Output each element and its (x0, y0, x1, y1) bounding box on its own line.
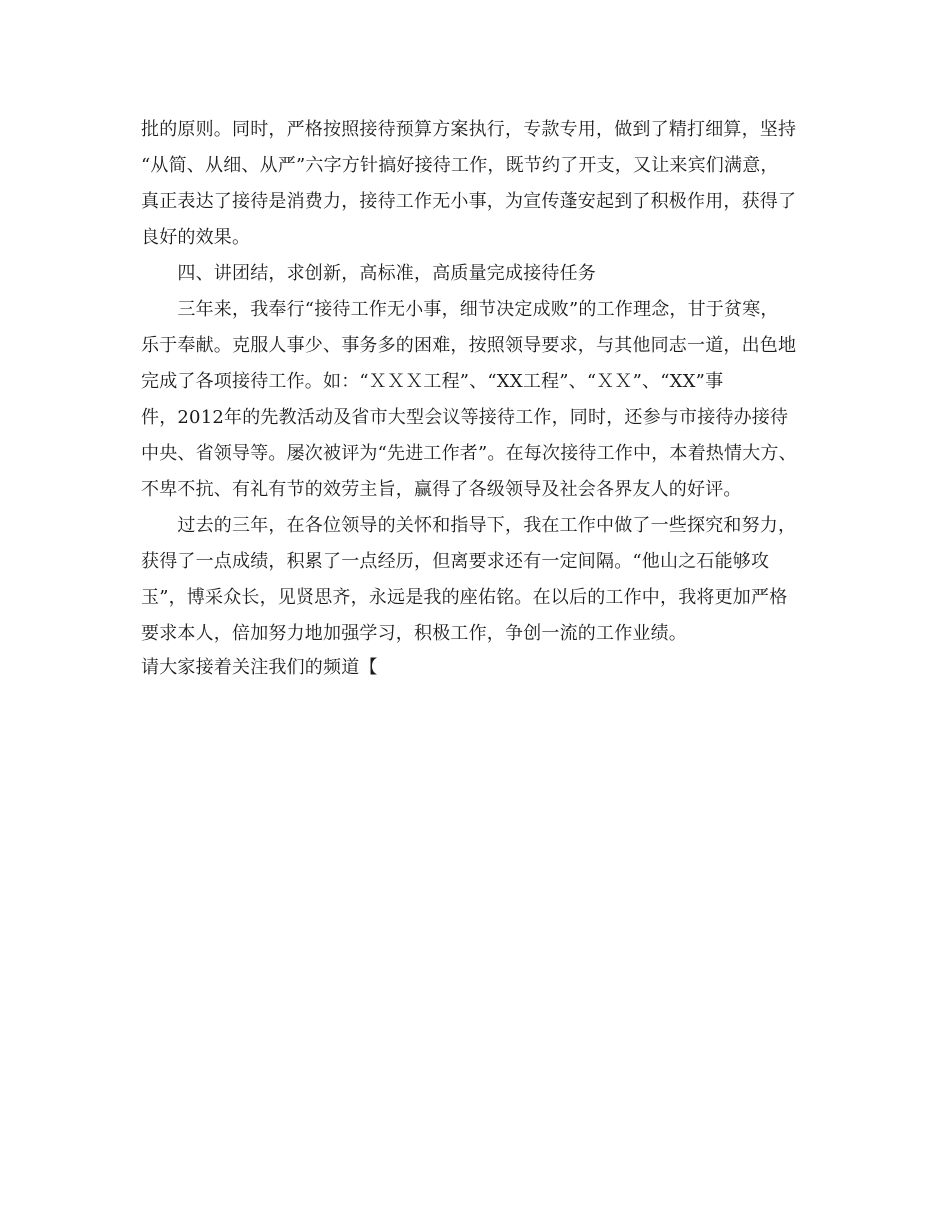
text-line: 乐于奉献。克服人事少、事务多的困难，按照领导要求，与其他同志一道，出色地 (141, 335, 797, 356)
text-line: 三年来，我奉行“接待工作无小事，细节决定成败”的工作理念，甘于贫寒， (141, 299, 779, 320)
text-line: 完成了各项接待工作。如：“ＸＸＸ工程”、“XX工程”、“ＸＸ”、“XX”事 (141, 371, 724, 392)
section-heading: 四、讲团结，求创新，高标准，高质量完成接待任务 (141, 263, 596, 284)
text-line: 批的原则。同时，严格按照接待预算方案执行，专款专用，做到了精打细算，坚持 (141, 119, 797, 140)
text-line: 玉”，博采众长，见贤思齐，永远是我的座佑铭。在以后的工作中，我将更加严格 (141, 587, 788, 608)
text-line: 良好的效果。 (141, 227, 251, 248)
text-line: “从简、从细、从严”六字方针搞好接待工作，既节约了开支，又让来宾们满意， (141, 155, 779, 176)
text-line: 过去的三年，在各位领导的关怀和指导下，我在工作中做了一些探究和努力， (141, 515, 797, 536)
text-line: 件，2012年的先教活动及省市大型会议等接待工作，同时，还参与市接待办接待 (141, 407, 789, 428)
text-line: 中央、省领导等。屡次被评为“先进工作者”。在每次接待工作中，本着热情大方、 (141, 443, 797, 464)
text-line: 要求本人，倍加努力地加强学习，积极工作，争创一流的工作业绩。 (141, 623, 687, 644)
footer-channel-note: 请大家接着关注我们的频道【 (141, 657, 378, 678)
text-line: 真正表达了接待是消费力，接待工作无小事，为宣传蓬安起到了积极作用，获得了 (141, 191, 797, 212)
text-line: 不卑不抗、有礼有节的效劳主旨，赢得了各级领导及社会各界友人的好评。 (141, 479, 742, 500)
text-line: 获得了一点成绩，积累了一点经历，但离要求还有一定间隔。“他山之石能够攻 (141, 551, 770, 572)
